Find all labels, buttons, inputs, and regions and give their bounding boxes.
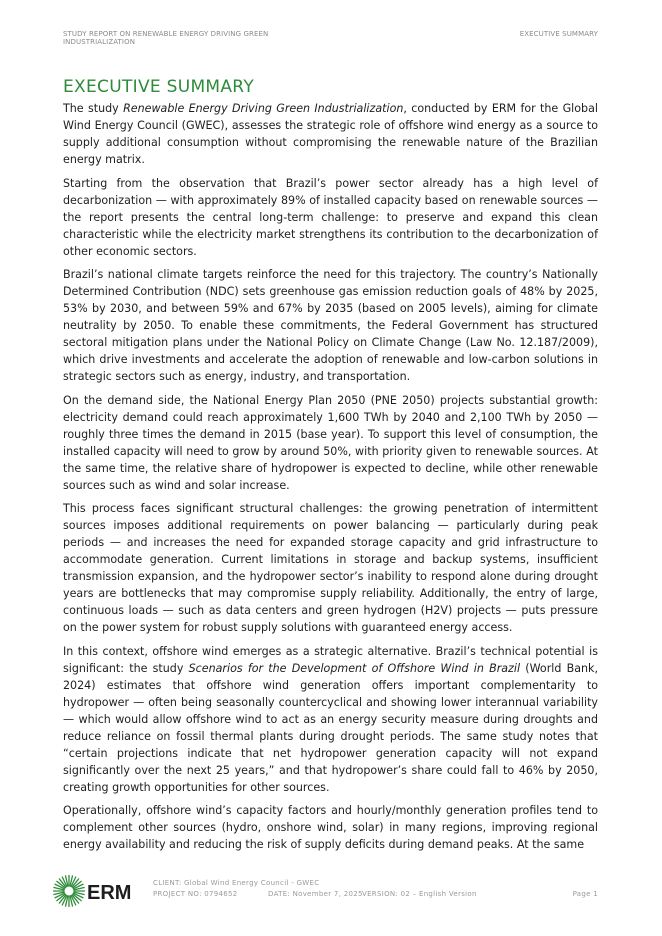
logo-text: ERM (87, 882, 132, 904)
page-title: EXECUTIVE SUMMARY (63, 77, 255, 97)
paragraph-5: This process faces significant structural challenges: the growing penetration of intermittent sources imposes additional requirements on power balancing — particularly during peak periods — and increases the need for expanded storage capacity and grid infrastructure to accommodate generation. Current limitations in storage and backup systems, insufficient transmission expansion, and the hydropower sector’s inability to respond alone during drought years are bottlenecks that may compromise supply reliability. Additionally, the entry of large, continuous loads — such as data centers and green hydrogen (H2V) projects — puts pressure on the power system for robust supply solutions with guaranteed energy access. (63, 502, 598, 634)
paragraph-3: Brazil’s national climate targets reinforce the need for this trajectory. The country’s Nationally Determined Contribution (NDC) sets greenhouse gas emission reduction goals of 48% by 2025, 53% by 2030, and between 59% and 67% by 2035 (based on 2005 levels), aiming for climate neutrality by 2050. To enable these commitments, the Federal Government has structured sectoral mitigation plans under the National Policy on Climate Change (Law No. 12.187/2009), which drive investments and accelerate the adoption of renewable and low-carbon solutions in strategic sectors such as energy, industry, and transportation. (63, 268, 598, 383)
paragraph-2: Starting from the observation that Brazil’s power sector already has a high level of decarbonization — with approximately 89% of installed capacity based on renewable sources — the report presents the central long-term challenge: to preserve and expand this clean characteristic while the electricity market strengthens its contribution to the decarbonization of other economic sectors. (63, 176, 598, 258)
page-footer (0, 870, 662, 910)
running-header-title: STUDY REPORT ON RENEWABLE ENERGY DRIVING GREEN INDUSTRIALIZATION (63, 30, 269, 46)
erm-logo (53, 873, 137, 909)
paragraph-1: The study Renewable Energy Driving Green Industrialization, conducted by ERM for the Global Wind Energy Council (GWEC), assesses the strategic role of offshore wind energy as a source to supply additional consumption without compromising the renewable nature of the Brazilian energy matrix. (63, 102, 598, 166)
footer-client: CLIENT: Global Wind Energy Council - GWEC (153, 879, 320, 887)
footer-version: VERSION: 02 – English Version (362, 890, 477, 898)
footer-project-no: PROJECT NO: 0794652 (153, 890, 238, 898)
body-text (63, 100, 598, 860)
paragraph-7: Operationally, offshore wind’s capacity factors and hourly/monthly generation profiles tend to complement other sources (hydro, onshore wind, solar) in many regions, improving regional energy availability and reducing the risk of supply deficits during demand peaks. At the same (63, 804, 598, 851)
paragraph-4: On the demand side, the National Energy Plan 2050 (PNE 2050) projects substantial growth: electricity demand could reach approximately 1,600 TWh by 2040 and 2,100 TWh by 2050 — roughly three times the demand in 2015 (base year). To support this level of consumption, the installed capacity will need to grow by around 50%, with priority given to renewable sources. At the same time, the relative share of hydropower is expected to decline, while other renewable sources such as wind and solar increase. (63, 393, 598, 492)
sunburst-icon (54, 876, 85, 907)
running-header-section: EXECUTIVE SUMMARY (519, 30, 598, 38)
study-title: Renewable Energy Driving Green Industrialization (123, 102, 404, 115)
paragraph-6: In this context, offshore wind emerges as a strategic alternative. Brazil’s technical potential is significant: the study Scenarios for the Development of Offshore Wind in Brazil (World Bank, 2024) estimates that offshore wind generation offers important complementarity to hydropower — often being seasonally countercyclical and showing lower interannual variability — which would allow offshore wind to act as an energy security measure during droughts and reduce reliance on fossil thermal plants during drought periods. The same study notes that “certain projections indicate that net hydropower generation capacity will not expand significantly over the next 25 years,” and that hydropower’s share could fall to 46% by 2050, creating growth opportunities for other sources. (63, 644, 598, 794)
referenced-study-title: Scenarios for the Development of Offshore Wind in Brazil (188, 661, 521, 675)
footer-page-number: Page 1 (572, 890, 598, 898)
footer-date: DATE: November 7, 2025 (268, 890, 363, 898)
